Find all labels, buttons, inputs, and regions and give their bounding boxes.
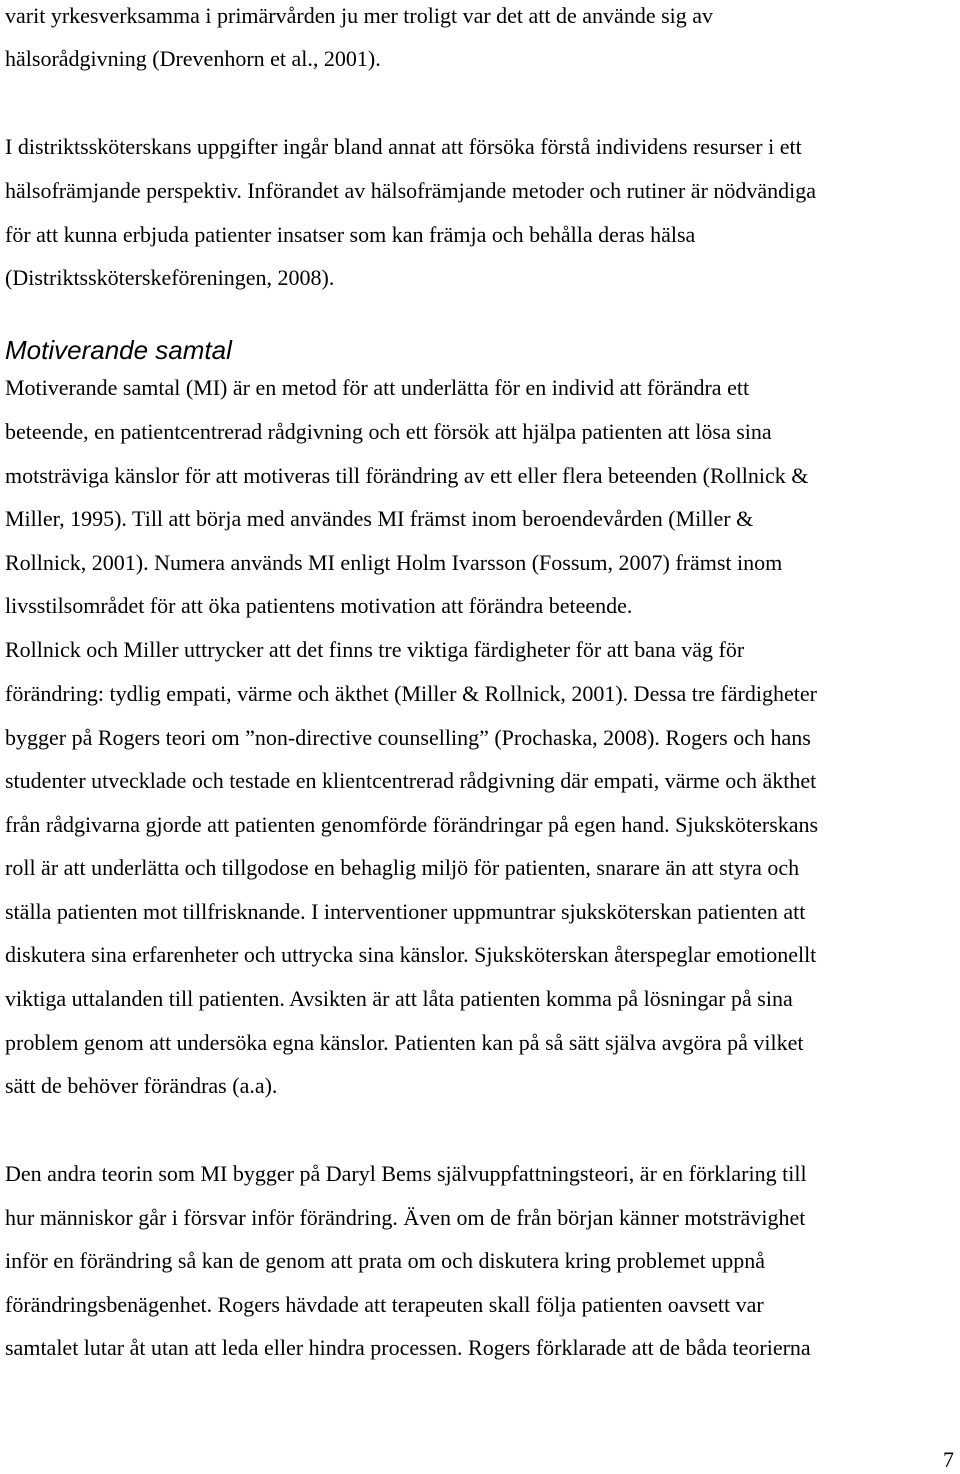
text-line: ställa patienten mot tillfrisknande. I interventioner uppmuntrar sjuksköterskan patienten att	[5, 899, 806, 924]
text-line: livsstilsområdet för att öka patientens motivation att förändra beteende.	[5, 593, 633, 618]
text-line: Rollnick, 2001). Numera används MI enligt Holm Ivarsson (Fossum, 2007) främst inom	[5, 550, 783, 575]
text-line: inför en förändring så kan de genom att prata om och diskutera kring problemet uppnå	[5, 1248, 765, 1273]
text-line: bygger på Rogers teori om ”non-directive counselling” (Prochaska, 2008). Rogers och hans	[5, 725, 811, 750]
text-line: från rådgivarna gjorde att patienten genomförde förändringar på egen hand. Sjuksköterskans	[5, 812, 819, 837]
text-line: motsträviga känslor för att motiveras till förändring av ett eller flera beteenden (Rollnick &	[5, 463, 809, 488]
text-line: hur människor går i försvar inför förändring. Även om de från början känner motsträvighet	[5, 1205, 806, 1230]
text-line: för att kunna erbjuda patienter insatser som kan främja och behålla deras hälsa	[5, 222, 696, 247]
text-line: Miller, 1995). Till att börja med användes MI främst inom beroendevården (Miller &	[5, 506, 754, 531]
text-line: problem genom att undersöka egna känslor. Patienten kan på så sätt själva avgöra på vilket	[5, 1030, 804, 1055]
text-line: sätt de behöver förändras (a.a).	[5, 1073, 278, 1098]
text-line: roll är att underlätta och tillgodose en behaglig miljö för patienten, snarare än att styra och	[5, 855, 800, 880]
text-line: varit yrkesverksamma i primärvården ju mer troligt var det att de använde sig av	[5, 3, 714, 28]
text-line: (Distriktssköterskeföreningen, 2008).	[5, 265, 335, 290]
text-line: diskutera sina erfarenheter och uttrycka sina känslor. Sjuksköterskan återspeglar emotionellt	[5, 942, 817, 967]
section-heading: Motiverande samtal	[5, 335, 232, 365]
page-number: 7	[943, 1447, 954, 1472]
text-line: viktiga uttalanden till patienten. Avsikten är att låta patienten komma på lösningar på sina	[5, 986, 793, 1011]
text-line: hälsofrämjande perspektiv. Införandet av hälsofrämjande metoder och rutiner är nödvändiga	[5, 178, 817, 203]
text-line: hälsorådgivning (Drevenhorn et al., 2001).	[5, 46, 381, 71]
text-line: samtalet lutar åt utan att leda eller hindra processen. Rogers förklarade att de båda teorierna	[5, 1335, 811, 1360]
text-line: Motiverande samtal (MI) är en metod för att underlätta för en individ att förändra ett	[5, 375, 750, 400]
text-line: studenter utvecklade och testade en klientcentrerad rådgivning där empati, värme och äkthet	[5, 768, 817, 793]
text-line: förändring: tydlig empati, värme och äkthet (Miller & Rollnick, 2001). Dessa tre färdigheter	[5, 681, 817, 706]
text-line: Den andra teorin som MI bygger på Daryl Bems självuppfattningsteori, är en förklaring till	[5, 1161, 807, 1186]
text-line: I distriktssköterskans uppgifter ingår bland annat att försöka förstå individens resurser i ett	[5, 134, 802, 159]
text-line: Rollnick och Miller uttrycker att det finns tre viktiga färdigheter för att bana väg för	[5, 637, 745, 662]
text-line: beteende, en patientcentrerad rådgivning och ett försök att hjälpa patienten att lösa sina	[5, 419, 772, 444]
text-line: förändringsbenägenhet. Rogers hävdade att terapeuten skall följa patienten oavsett var	[5, 1292, 764, 1317]
